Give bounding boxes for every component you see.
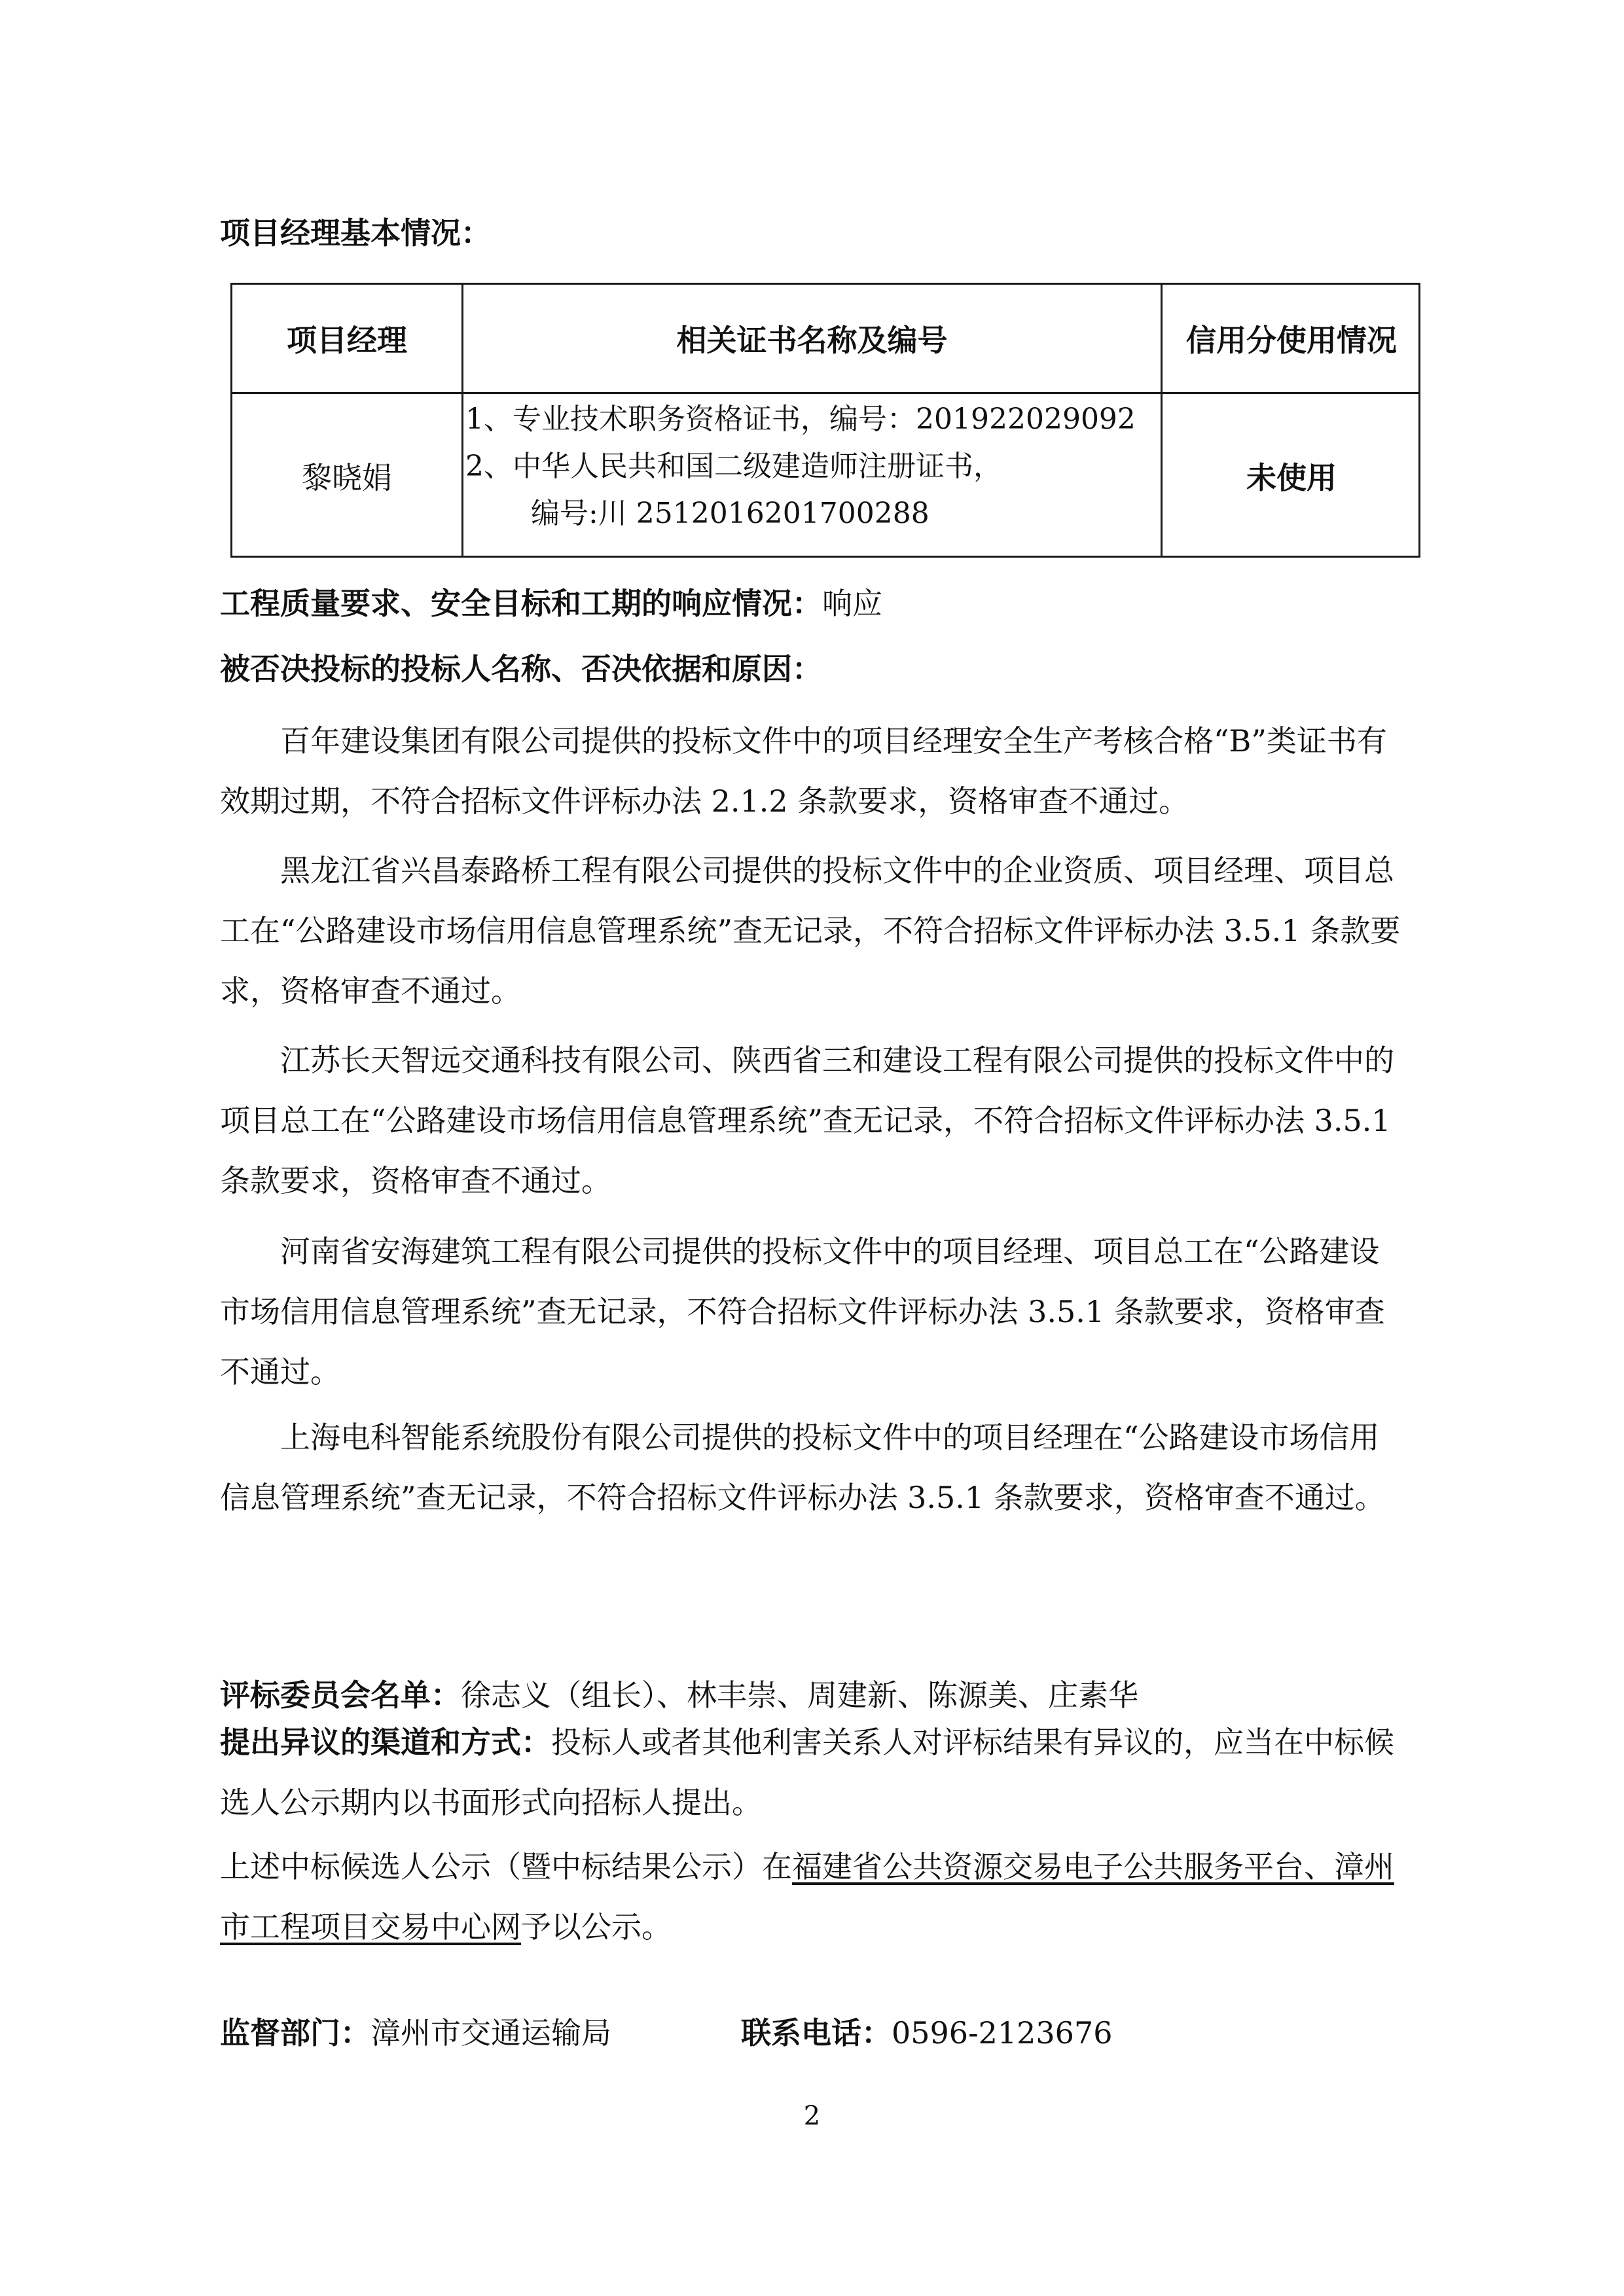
rejected-paragraph: 上海电科智能系统股份有限公司提供的投标文件中的项目经理在“公路建设市场信用信息管理系统”查无记录，不符合招标文件评标办法 3.5.1 条款要求，资格审查不通过。 bbox=[220, 1420, 1385, 1515]
supervision-value: 漳州市交通运输局 bbox=[370, 2015, 611, 2051]
cert-item: 1、专业技术职务资格证书，编号：201922029092 bbox=[465, 403, 1136, 436]
quality-value: 响应 bbox=[822, 586, 882, 621]
publicity-link-zhangzhou[interactable]: 漳州市工程项目交易中心网 bbox=[220, 1849, 1394, 1945]
rejected-title: 被否决投标的投标人名称、否决依据和原因： bbox=[220, 651, 822, 687]
pm-name: 黎晓娟 bbox=[302, 460, 392, 495]
contact-value: 0596-2123676 bbox=[892, 2015, 1113, 2051]
cert-item: 2、中华人民共和国二级建造师注册证书， bbox=[465, 450, 1002, 483]
header-pm: 项目经理 bbox=[287, 323, 407, 358]
rejected-paragraph: 江苏长天智远交通科技有限公司、陕西省三和建设工程有限公司提供的投标文件中的项目总工在“公路建设市场信用信息管理系统”查无记录，不符合招标文件评标办法 3.5.1 条款要求，资格审查不通过。 bbox=[220, 1043, 1394, 1198]
publicity-prefix: 上述中标候选人公示（暨中标结果公示）在 bbox=[220, 1849, 792, 1884]
objection-value: 投标人或者其他利害关系人对评标结果有异议的，应当在中标候选人公示期内以书面形式向招标人提出。 bbox=[220, 1725, 1394, 1820]
header-certs: 相关证书名称及编号 bbox=[676, 323, 948, 358]
contact-line bbox=[741, 2013, 1112, 2053]
quality-line bbox=[220, 584, 882, 623]
publicity-paragraph bbox=[220, 1837, 1405, 1957]
supervision-line bbox=[220, 2013, 611, 2053]
credit-status: 未使用 bbox=[1246, 460, 1337, 495]
supervision-label: 监督部门： bbox=[220, 2015, 370, 2051]
cert-item: 编号:川 2512016201700288 bbox=[531, 497, 929, 530]
pm-section-title: 项目经理基本情况： bbox=[220, 215, 491, 251]
committee-label: 评标委员会名单： bbox=[220, 1677, 461, 1713]
publicity-suffix: 予以公示。 bbox=[521, 1909, 672, 1945]
header-credit: 信用分使用情况 bbox=[1186, 323, 1397, 358]
committee-value: 徐志义（组长）、林丰崇、周建新、陈源美、庄素华 bbox=[461, 1677, 1138, 1713]
objection-paragraph bbox=[220, 1712, 1405, 1833]
rejected-paragraph: 河南省安海建筑工程有限公司提供的投标文件中的项目经理、项目总工在“公路建设市场信用信息管理系统”查无记录，不符合招标文件评标办法 3.5.1 条款要求，资格审查不通过。 bbox=[220, 1234, 1385, 1390]
quality-label: 工程质量要求、安全目标和工期的响应情况： bbox=[220, 586, 822, 621]
committee-line bbox=[220, 1676, 1138, 1715]
publicity-link-fujian[interactable]: 福建省公共资源交易电子公共服务平台、 bbox=[792, 1849, 1334, 1884]
rejected-paragraph: 黑龙江省兴昌泰路桥工程有限公司提供的投标文件中的企业资质、项目经理、项目总工在“公路建设市场信用信息管理系统”查无记录，不符合招标文件评标办法 3.5.1 条款要求，资格审查不通过。 bbox=[220, 853, 1401, 1009]
rejected-paragraph: 百年建设集团有限公司提供的投标文件中的项目经理安全生产考核合格“B”类证书有效期过期，不符合招标文件评标办法 2.1.2 条款要求，资格审查不通过。 bbox=[220, 723, 1387, 819]
objection-label: 提出异议的渠道和方式： bbox=[220, 1725, 551, 1760]
pm-table bbox=[230, 283, 1420, 558]
page-number: 2 bbox=[803, 2101, 821, 2131]
contact-label: 联系电话： bbox=[741, 2015, 892, 2051]
